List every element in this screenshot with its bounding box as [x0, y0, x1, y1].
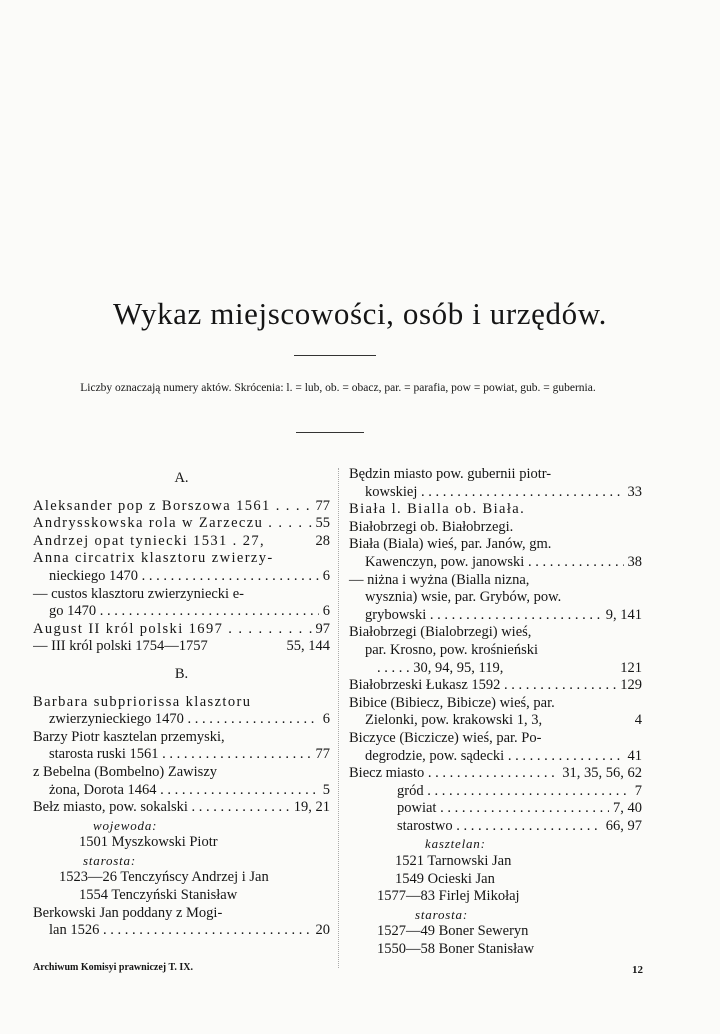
index-entry: August II król polski 1697 . . . 97	[33, 621, 330, 639]
index-entry: Andrysskowska rola w Zarzeczu . . . 55	[33, 515, 330, 533]
office-list-belz: wojewoda: 1501 Myszkowski Piotr starosta: 1523—26 Tenczyńscy Andrzej i Jan 1554 Tenczyński Stanisław	[59, 817, 269, 904]
index-entry: Berkowski Jan poddany z Mogi- lan 1526 . . . 20	[33, 905, 330, 940]
index-entry: Będzin miasto pow. gubernii piotr- kowskiej . . . 33	[349, 466, 642, 501]
index-entry: — niżna i wyżna (Bialla nizna, wysznia) wsie, par. Grybów, pow. grybowski . . . 9, 141	[349, 572, 642, 625]
title-rule	[294, 355, 376, 356]
footer-source: Archiwum Komisyi prawniczej T. IX.	[33, 962, 193, 973]
index-entry: Aleksander pop z Borszowa 1561 . . . 77	[33, 498, 330, 516]
section-rule	[296, 432, 364, 433]
section-letter-b: B.	[174, 665, 189, 682]
index-entry: Andrzej opat tyniecki 1531 . 27, 28	[33, 532, 330, 549]
right-column	[349, 466, 642, 959]
index-entry: — custos klasztoru zwierzyniecki e- go 1470 . . . 6	[33, 586, 330, 621]
index-entry: Biała (Biala) wieś, par. Janów, gm. Kawenczyn, pow. janowski . . . 38	[349, 536, 642, 571]
index-entry: Bełz miasto, pow. sokalski . . . 19, 21	[33, 799, 330, 817]
page-title: Wykaz miejscowości, osób i urzędów.	[112, 296, 608, 331]
column-divider	[338, 468, 339, 968]
left-column	[33, 466, 330, 940]
index-entry: Barbara subpriorissa klasztoru zwierzynieckiego 1470 . . . 6	[33, 694, 330, 729]
index-entry: Biała l. Bialla ob. Biała.	[349, 501, 526, 518]
index-entry: z Bebelna (Bombelno) Zawiszy żona, Dorota 1464 . . . 5	[33, 764, 330, 799]
index-entry: Bibice (Bibiecz, Bibicze) wieś, par. Zielonki, pow. krakowski 1, 3, 4	[349, 694, 642, 729]
index-entry: — III król polski 1754—1757 55, 144	[33, 638, 330, 655]
abbreviations-note: Liczby oznaczają numery aktów. Skrócenia: l. = lub, ob. = obacz, par. = parafia, pow = powiat, gub. = gubernia.	[80, 382, 596, 394]
office-list-biecz: Biecz miasto . . . 31, 35, 56, 62 gród . . . 7 powiat . . . 7, 40 starostwo . . . 66, 97 kasztelan: 1521 Tarnowski Jan 1549 Ocieski Jan 1577—83 Firlej Mikołaj starosta: 1527—49 Boner Seweryn 1550—58 Boner Stanisław	[349, 765, 642, 959]
section-letter-a: A.	[174, 470, 189, 486]
index-entry: Białobrzegi ob. Białobrzegi.	[349, 518, 514, 535]
index-entry: Biczyce (Biczicze) wieś, par. Po- degrodzie, pow. sądecki . . . 41	[349, 730, 642, 765]
index-entry: Białobrzegi (Bialobrzegi) wieś, par. Krosno, pow. krośnieński . . . . . 30, 94, 95, 119, 121	[349, 624, 642, 676]
index-entry: Barzy Piotr kasztelan przemyski, starosta ruski 1561 . . . 77	[33, 729, 330, 764]
page-number: 12	[632, 964, 643, 976]
index-entry: Białobrzeski Łukasz 1592 . . . 129	[349, 677, 642, 695]
index-entry: Anna circatrix klasztoru zwierzy- nieckiego 1470 . . . 6	[33, 550, 330, 585]
